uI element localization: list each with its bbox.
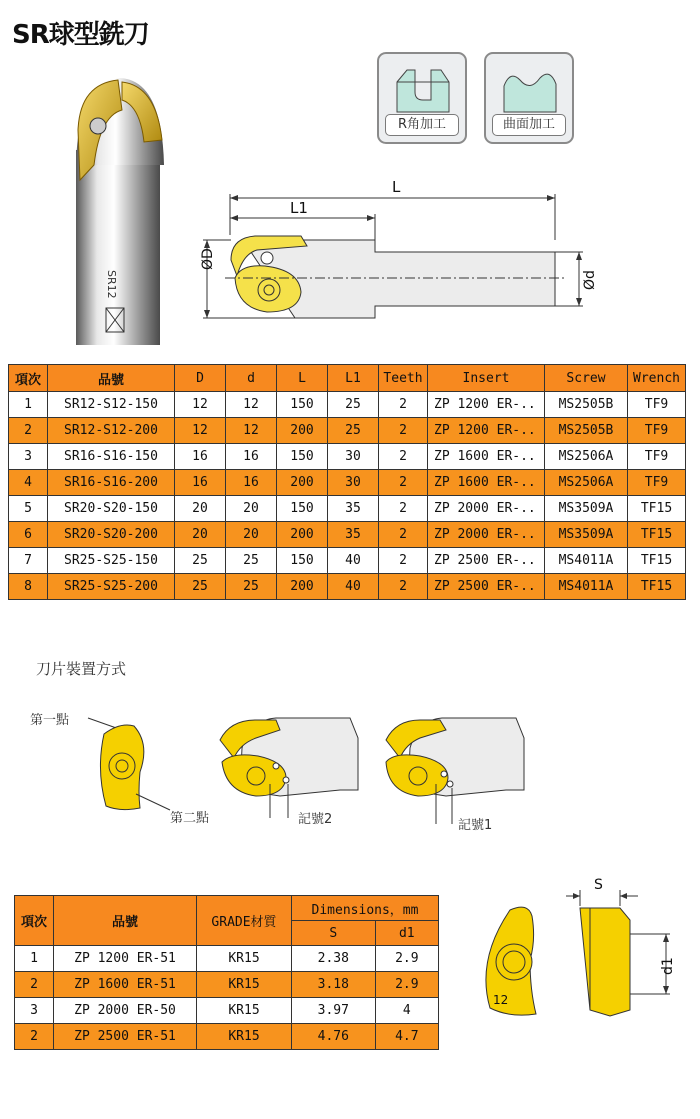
table-cell: 16 — [175, 444, 226, 470]
table-cell: 3.18 — [292, 972, 376, 998]
col-header: 品號 — [48, 365, 175, 392]
col-header: Screw — [545, 365, 628, 392]
table-cell: ZP 2000 ER-.. — [428, 522, 545, 548]
table-cell: MS2505B — [545, 418, 628, 444]
table-cell: 4.76 — [292, 1024, 376, 1050]
table-cell: 12 — [226, 418, 277, 444]
dim-D-label: ØD — [200, 248, 216, 270]
table-cell: 2 — [9, 418, 48, 444]
badge-r-corner — [377, 52, 467, 144]
table-row — [9, 496, 686, 522]
table-cell: 16 — [226, 470, 277, 496]
badge-curved-surface — [484, 52, 574, 144]
table-cell: ZP 2500 ER-.. — [428, 548, 545, 574]
table-cell: 2 — [15, 972, 54, 998]
col-header: Teeth — [379, 365, 428, 392]
table-cell: TF9 — [628, 444, 686, 470]
insert-d1-label: d1 — [660, 957, 676, 975]
table-row — [9, 522, 686, 548]
table-cell: 150 — [277, 496, 328, 522]
badge-label: R角加工 — [385, 114, 459, 136]
table-cell: 2 — [379, 392, 428, 418]
col-header: L1 — [328, 365, 379, 392]
table-cell: 150 — [277, 392, 328, 418]
table-cell: KR15 — [197, 946, 292, 972]
table-row — [9, 392, 686, 418]
table-cell: TF15 — [628, 574, 686, 600]
tool-dimension-drawing — [195, 180, 610, 320]
table-row — [15, 998, 439, 1024]
mark1-label: 記號1 — [458, 818, 493, 833]
table-cell: TF15 — [628, 522, 686, 548]
table-row — [9, 418, 686, 444]
shank-text: SR12 — [105, 270, 118, 299]
mounting-diagram — [80, 700, 540, 830]
mark2-label: 記號2 — [298, 812, 333, 827]
table-cell: SR25-S25-150 — [48, 548, 175, 574]
insert-spec-table — [14, 895, 439, 1050]
table-cell: ZP 1200 ER-51 — [54, 946, 197, 972]
table-cell: TF9 — [628, 392, 686, 418]
table-cell: 5 — [9, 496, 48, 522]
table-cell: KR15 — [197, 1024, 292, 1050]
table-row — [9, 470, 686, 496]
col-header: Dimensions，mm — [292, 896, 439, 921]
table-cell: 35 — [328, 522, 379, 548]
table-cell: 20 — [175, 522, 226, 548]
table-cell: SR20-S20-200 — [48, 522, 175, 548]
table-cell: 16 — [226, 444, 277, 470]
table-cell: 2 — [379, 496, 428, 522]
table-row — [9, 574, 686, 600]
table-header-row — [9, 365, 686, 392]
table-cell: 2 — [379, 470, 428, 496]
dim-L1-label: L1 — [290, 199, 308, 217]
table-cell: 2 — [379, 522, 428, 548]
table-cell: 2 — [15, 1024, 54, 1050]
r-corner-icon — [393, 62, 453, 116]
table-cell: KR15 — [197, 998, 292, 1024]
table-cell: MS4011A — [545, 574, 628, 600]
table-cell: 6 — [9, 522, 48, 548]
dim-L-label: L — [392, 178, 401, 196]
second-point-label: 第二點 — [170, 811, 210, 826]
table-row — [9, 548, 686, 574]
table-cell: 16 — [175, 470, 226, 496]
table-cell: MS2506A — [545, 444, 628, 470]
table-cell: 2 — [379, 418, 428, 444]
table-cell: SR12-S12-150 — [48, 392, 175, 418]
table-cell: 7 — [9, 548, 48, 574]
table-cell: 20 — [226, 522, 277, 548]
col-header: 品號 — [54, 896, 197, 946]
badge-label: 曲面加工 — [492, 114, 566, 136]
table-cell: 25 — [328, 418, 379, 444]
table-cell: 3 — [15, 998, 54, 1024]
table-cell: 2 — [379, 548, 428, 574]
table-cell: ZP 2500 ER-51 — [54, 1024, 197, 1050]
table-cell: 2 — [379, 574, 428, 600]
first-point-label: 第一點 — [30, 713, 70, 728]
table-row — [15, 946, 439, 972]
table-cell: 4 — [9, 470, 48, 496]
table-cell: MS2506A — [545, 470, 628, 496]
product-photo — [60, 70, 180, 345]
table-cell: 12 — [175, 392, 226, 418]
col-header: D — [175, 365, 226, 392]
table-cell: ZP 1200 ER-.. — [428, 392, 545, 418]
table-cell: 1 — [9, 392, 48, 418]
table-cell: MS4011A — [545, 548, 628, 574]
table-cell: TF15 — [628, 496, 686, 522]
col-header: d1 — [375, 921, 438, 946]
table-cell: 30 — [328, 444, 379, 470]
table-cell: TF9 — [628, 470, 686, 496]
table-cell: ZP 1600 ER-.. — [428, 444, 545, 470]
table-row — [15, 1024, 439, 1050]
table-cell: 200 — [277, 522, 328, 548]
table-cell: TF9 — [628, 418, 686, 444]
table-cell: SR16-S16-150 — [48, 444, 175, 470]
table-cell: ZP 1200 ER-.. — [428, 418, 545, 444]
table-cell: 40 — [328, 548, 379, 574]
table-cell: 200 — [277, 574, 328, 600]
table-cell: SR12-S12-200 — [48, 418, 175, 444]
table-cell: TF15 — [628, 548, 686, 574]
table-cell: 12 — [175, 418, 226, 444]
table-cell: 35 — [328, 496, 379, 522]
table-cell: MS2505B — [545, 392, 628, 418]
table-cell: 4 — [375, 998, 438, 1024]
col-header: Insert — [428, 365, 545, 392]
table-cell: 40 — [328, 574, 379, 600]
table-cell: 20 — [226, 496, 277, 522]
table-cell: 150 — [277, 548, 328, 574]
dim-d-label: Ød — [582, 270, 598, 290]
table-cell: 3 — [9, 444, 48, 470]
table-cell: ZP 2000 ER-.. — [428, 496, 545, 522]
table-cell: 25 — [226, 548, 277, 574]
table-cell: 2.9 — [375, 972, 438, 998]
col-header: Wrench — [628, 365, 686, 392]
table-cell: 8 — [9, 574, 48, 600]
mounting-title: 刀片裝置方式 — [36, 660, 127, 678]
table-cell: 25 — [226, 574, 277, 600]
table-cell: MS3509A — [545, 522, 628, 548]
table-cell: 25 — [175, 548, 226, 574]
table-cell: 30 — [328, 470, 379, 496]
col-header: d — [226, 365, 277, 392]
insert-number: 12 — [493, 993, 509, 1007]
table-cell: SR20-S20-150 — [48, 496, 175, 522]
table-cell: SR16-S16-200 — [48, 470, 175, 496]
table-cell: MS3509A — [545, 496, 628, 522]
table-cell: 4.7 — [375, 1024, 438, 1050]
insert-s-label: S — [594, 877, 603, 893]
col-header: L — [277, 365, 328, 392]
table-cell: 12 — [226, 392, 277, 418]
table-cell: ZP 1600 ER-.. — [428, 470, 545, 496]
table-cell: 200 — [277, 470, 328, 496]
page-title: SR球型銑刀 — [12, 20, 149, 50]
col-header: S — [292, 921, 376, 946]
table-cell: 2 — [379, 444, 428, 470]
table-cell: 20 — [175, 496, 226, 522]
table-cell: SR25-S25-200 — [48, 574, 175, 600]
table-cell: 25 — [175, 574, 226, 600]
col-header: 項次 — [9, 365, 48, 392]
table-cell: ZP 2000 ER-50 — [54, 998, 197, 1024]
table-cell: ZP 1600 ER-51 — [54, 972, 197, 998]
table-cell: KR15 — [197, 972, 292, 998]
col-header: GRADE材質 — [197, 896, 292, 946]
cutter-spec-table — [8, 364, 686, 600]
table-cell: 1 — [15, 946, 54, 972]
table-cell: 3.97 — [292, 998, 376, 1024]
table-row — [9, 444, 686, 470]
col-header: 項次 — [15, 896, 54, 946]
table-cell: 25 — [328, 392, 379, 418]
table-cell: ZP 2500 ER-.. — [428, 574, 545, 600]
table-cell: 150 — [277, 444, 328, 470]
curved-surface-icon — [500, 62, 560, 116]
insert-dimension-drawing — [470, 880, 695, 1030]
table-row — [15, 972, 439, 998]
table-cell: 200 — [277, 418, 328, 444]
table-cell: 2.38 — [292, 946, 376, 972]
table-cell: 2.9 — [375, 946, 438, 972]
